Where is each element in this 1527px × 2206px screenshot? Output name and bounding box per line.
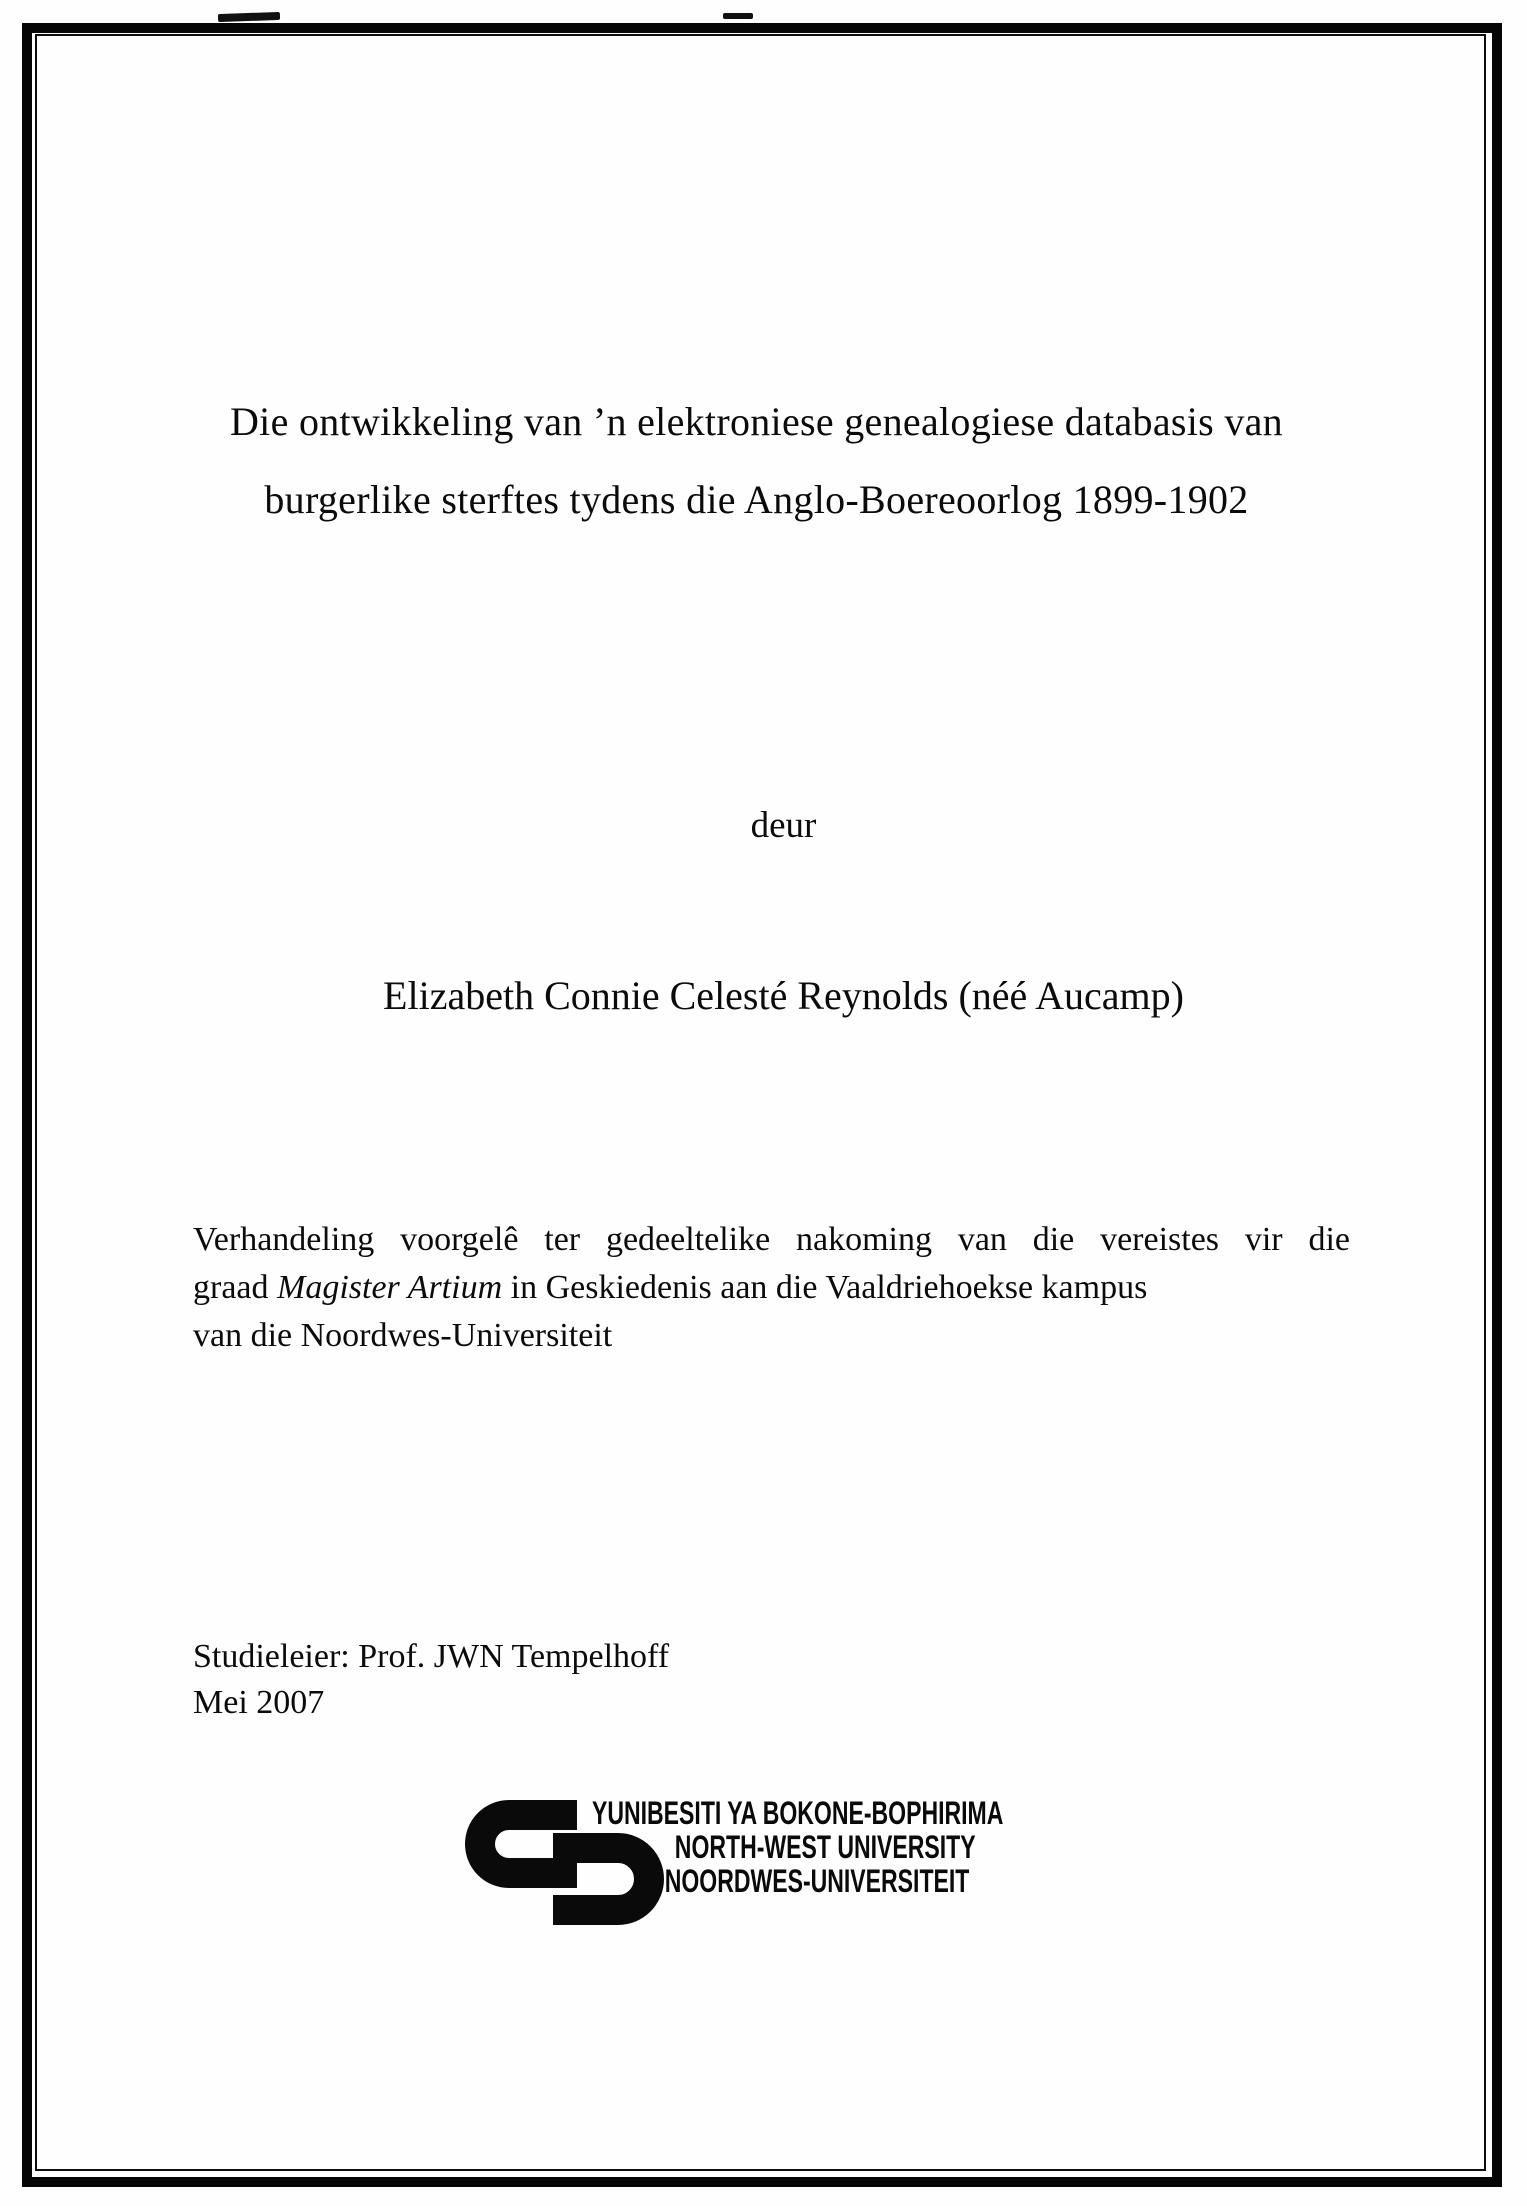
thesis-title-line-2: burgerlike sterftes tydens die Anglo-Boereoorlog 1899-1902 — [264, 477, 1249, 522]
date-line: Mei 2007 — [193, 1684, 325, 1721]
degree-statement-line-2-post: in Geskiedenis aan die Vaaldriehoekse kampus — [502, 1269, 1148, 1306]
university-name-afrikaans: NOORDWES-UNIVERSITEIT — [664, 1863, 970, 1899]
supervisor-line: Studieleier: Prof. JWN Tempelhoff — [193, 1638, 670, 1675]
scan-artifact — [723, 13, 753, 19]
thesis-title — [0, 383, 1513, 539]
degree-name-italic: Magister Artium — [277, 1269, 503, 1306]
university-name-english: NORTH-WEST UNIVERSITY — [674, 1829, 976, 1865]
thesis-title-line-1: Die ontwikkeling van ’n elektroniese genealogiese databasis van — [229, 399, 1283, 444]
degree-statement-line-1: Verhandeling voorgelê ter gedeeltelike nakoming van die vereistes vir die — [193, 1221, 1350, 1258]
degree-statement-line-2 — [193, 1264, 1350, 1312]
supervisor-block — [193, 1634, 669, 1726]
university-name-setswana: YUNIBESITI YA BOKONE-BOPHIRIMA — [592, 1795, 1004, 1831]
university-logo-text — [592, 1796, 1003, 1898]
scan-artifact — [218, 12, 280, 22]
byline-preposition: deur — [750, 805, 817, 846]
degree-statement-line-2-pre: graad — [193, 1269, 278, 1306]
degree-statement-line-3: van die Noordwes-Universiteit — [193, 1317, 613, 1354]
author-name: Elizabeth Connie Celesté Reynolds (néé Aucamp) — [383, 973, 1184, 1018]
degree-statement — [193, 1216, 1350, 1360]
